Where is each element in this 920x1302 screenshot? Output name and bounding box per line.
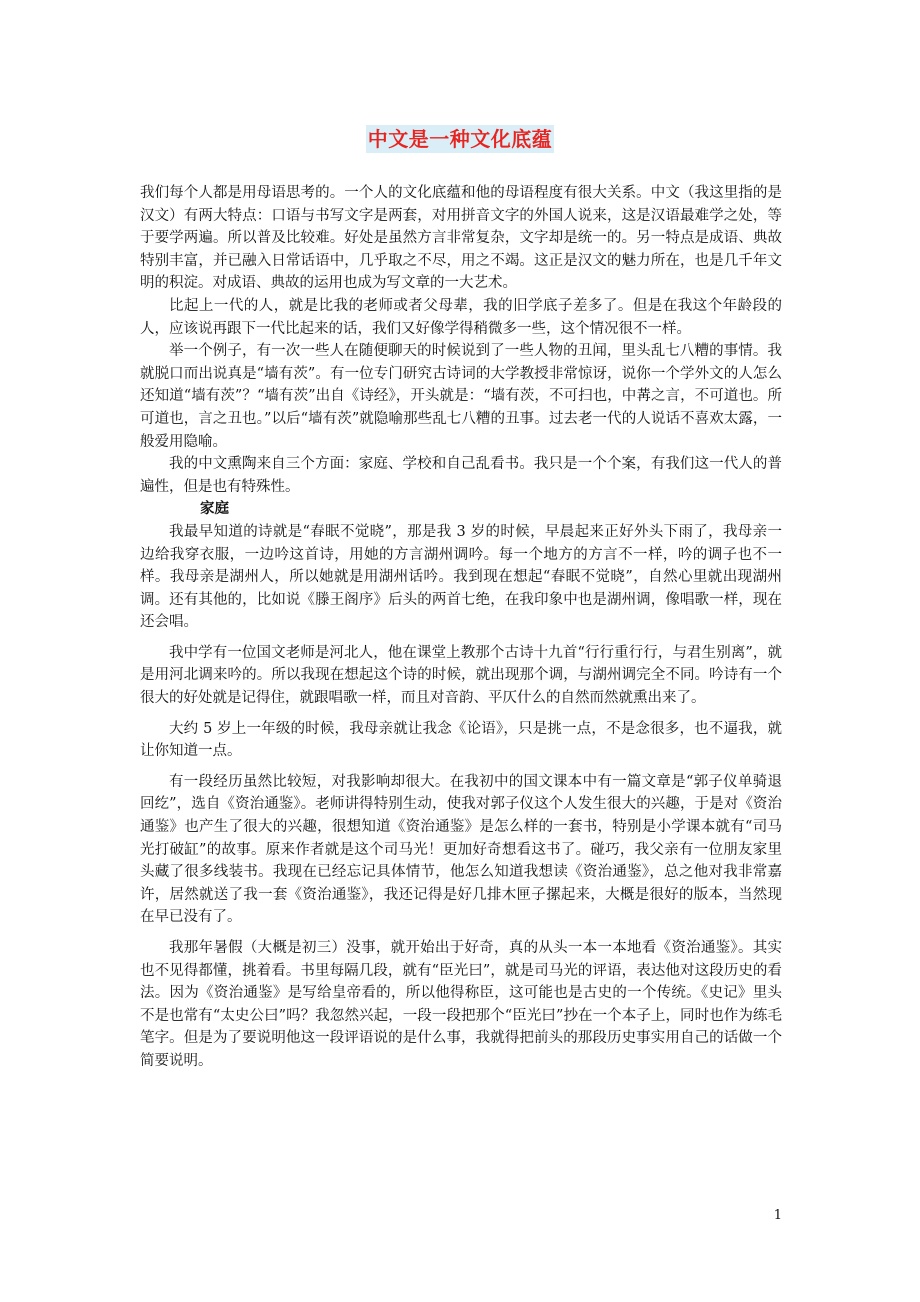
paragraph-4: 我的中文熏陶来自三个方面：家庭、学校和自己乱看书。我只是一个个案，有我们这一代人的普遍性，但是也有特殊性。 [140,456,782,495]
section-heading-family: 家庭 [200,500,229,518]
paragraph-5: 我最早知道的诗就是“春眠不觉晓”，那是我 3 岁的时候，早晨起来正好外头下雨了，我母亲一边给我穿衣服，一边吟这首诗，用她的方言湖州调吟。每一个地方的方言不一样，吟的调子也不一样。我母亲是湖州人，所以她就是用湖州话吟。我到现在想起“春眠不觉晓”，自然心里就出现湖州调。还有其他的，比如说《滕王阁序》后头的两首七绝，在我印象中也是湖州调，像唱歌一样，现在还会唱。 [140,523,782,631]
document-title-text: 中文是一种文化底蕴 [367,127,553,151]
paragraph-9: 我那年暑假（大概是初三）没事，就开始出于好奇，真的从头一本一本地看《资治通鉴》。其实也不见得都懂，挑着看。书里每隔几段，就有“臣光曰”，就是司马光的评语，表达他对这段历史的看法。因为《资治通鉴》是写给皇帝看的，所以他得称臣，这可能也是古史的一个传统。《史记》里头不是也常有“太史公曰”吗？我忽然兴起，一段一段把那个“臣光曰”抄在一个本子上，同时也作为练毛笔字。但是为了要说明他这一段评语说的是什么事，我就得把前头的那段历史事实用自己的话做一个简要说明。 [140,940,782,1069]
paragraph-7: 大约 5 岁上一年级的时候，我母亲就让我念《论语》，只是挑一点，不是念很多，也不逼我，就让你知道一点。 [140,720,782,760]
paragraph-2: 比起上一代的人，就是比我的老师或者父母辈，我的旧学底子差多了。但是在我这个年龄段的人，应该说再跟下一代比起来的话，我们又好像学得稍微多一些，这个情况很不一样。 [140,297,782,337]
paragraph-8: 有一段经历虽然比较短，对我影响却很大。在我初中的国文课本中有一篇文章是“郭子仪单骑退回纥”，选自《资治通鉴》。老师讲得特别生动，使我对郭子仪这个人发生很大的兴趣，于是对《资治通鉴》也产生了很大的兴趣，很想知道《资治通鉴》是怎么样的一套书，特别是小学课本就有“司马光打破缸”的故事。原来作者就是这个司马光！更加好奇想看这书了。碰巧，我父亲有一位朋友家里头藏了很多线装书。我现在已经忘记具体情节，他怎么知道我想读《资治通鉴》，总之他对我非常嘉许，居然就送了我一套《资治通鉴》，我还记得是好几排木匣子摞起来，大概是很好的版本，当然现在早已没有了。 [140,773,782,926]
document-body [140,182,782,1073]
paragraph-1: 我们每个人都是用母语思考的。一个人的文化底蕴和他的母语程度有很大关系。中文（我这里指的是汉文）有两大特点：口语与书写文字是两套，对用拼音文字的外国人说来，这是汉语最难学之处，等于要学两遍。所以普及比较难。好处是虽然方言非常复杂，文字却是统一的。另一特点是成语、典故特别丰富，并已融入日常话语中，几乎取之不尽，用之不竭。这正是汉文的魅力所在，也是几千年文明的积淀。对成语、典故的运用也成为写文章的一大艺术。 [140,185,782,292]
document-title [0,121,920,153]
page-number: 1 [773,1208,782,1223]
paragraph-3: 举一个例子，有一次一些人在随便聊天的时候说到了一些人物的丑闻，里头乱七八糟的事情。我就脱口而出说真是“墙有茨”。有一位专门研究古诗词的大学教授非常惊讶，说你一个学外文的人怎么还知道“墙有茨”？“墙有茨”出自《诗经》，开头就是：“墙有茨，不可扫也，中冓之言，不可道也。所可道也，言之丑也。”以后“墙有茨”就隐喻那些乱七八糟的丑事。过去老一代的人说话不喜欢太露，一般爱用隐喻。 [140,343,782,450]
paragraph-6: 我中学有一位国文老师是河北人，他在课堂上教那个古诗十九首“行行重行行，与君生别离”，就是用河北调来吟的。所以我现在想起这个诗的时候，就出现那个调，与湖州调完全不同。吟诗有一个很大的好处就是记得住，就跟唱歌一样，而且对音韵、平仄什么的自然而然就熏出来了。 [140,644,782,707]
